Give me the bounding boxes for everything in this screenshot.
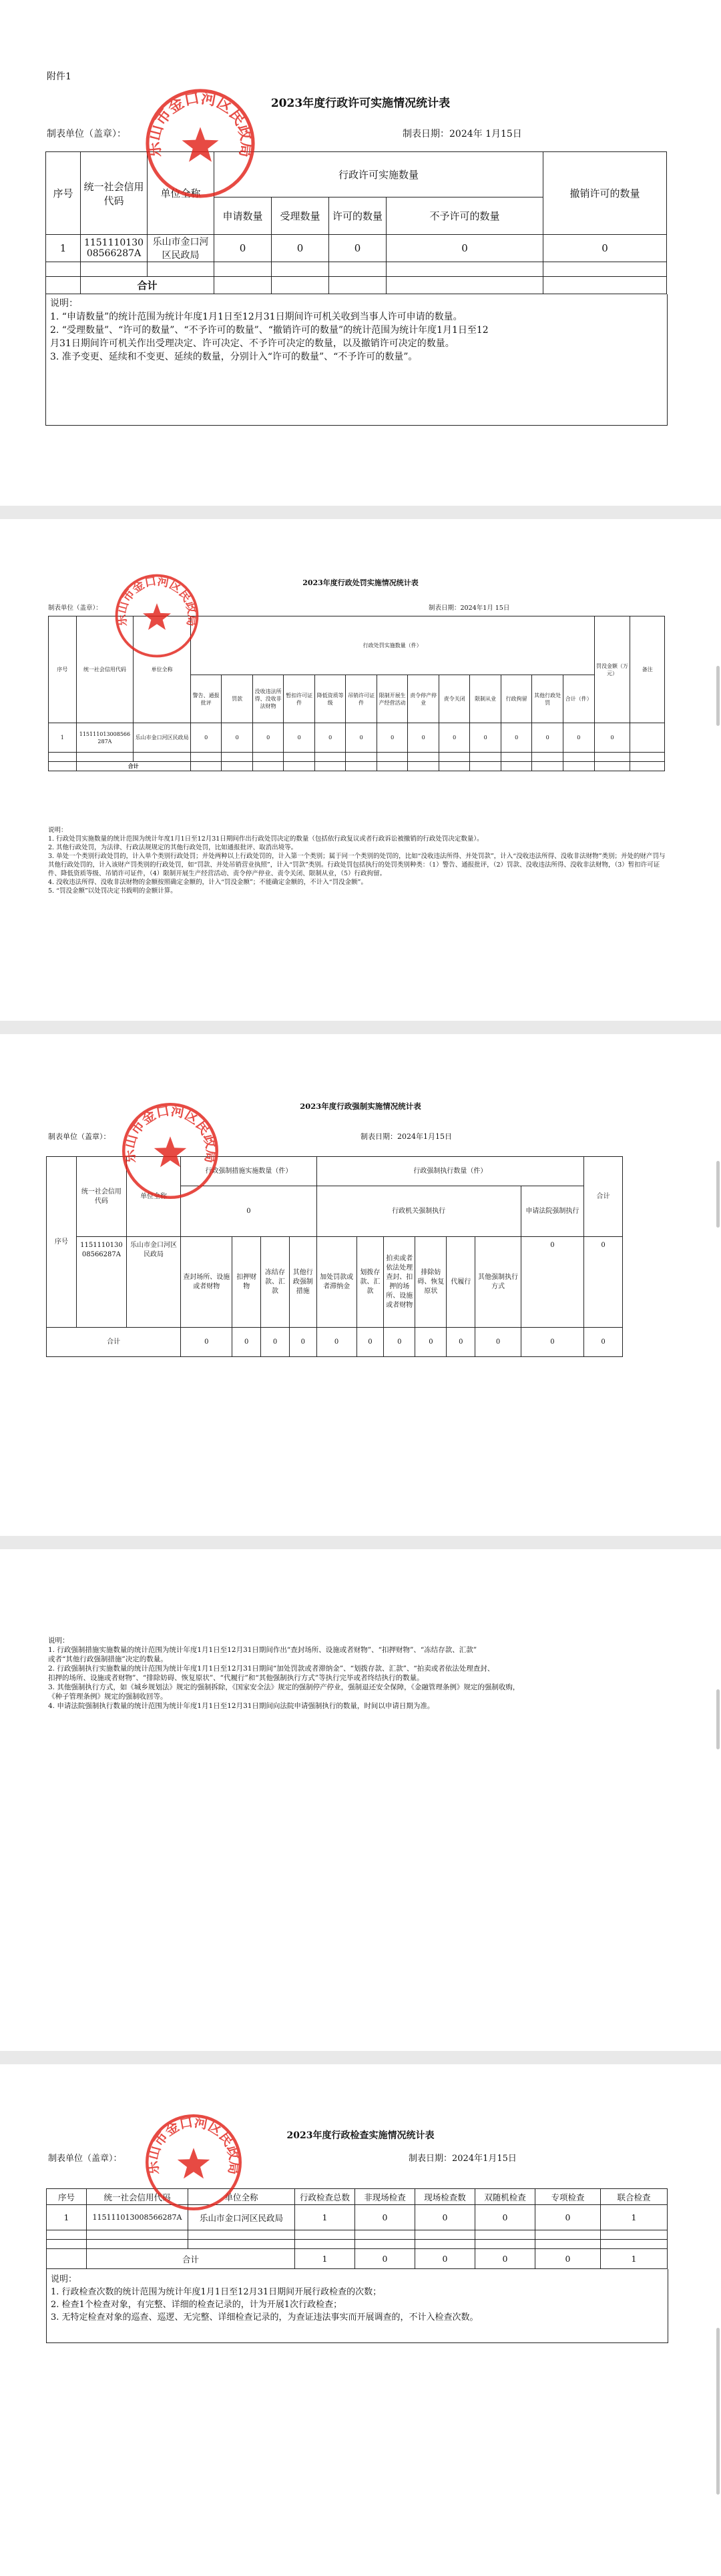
header-court-exec: 申请法院强制执行	[521, 1186, 583, 1237]
row-unit-name: 乐山市金口河区民政局	[188, 2205, 295, 2230]
header-no: 序号	[49, 616, 77, 723]
note-line: 月31日期间许可机关作出受理决定、许可决定、不予许可决定的数量，以及撤销许可决定的数量。	[50, 338, 455, 349]
cell-value: 0	[439, 723, 470, 753]
sum-label: 合计	[47, 1328, 181, 1357]
header-detention: 行政拘留	[501, 675, 532, 723]
cell-value: 0	[289, 1328, 316, 1357]
cell-value: 1	[601, 2249, 668, 2269]
header-exec-count: 行政强制执行数量（件）	[316, 1157, 583, 1186]
row-unit-name: 乐山市金口河区民政局	[134, 723, 191, 753]
header-unit-name: 单位全称	[148, 152, 214, 235]
header-subtotal: 合计（件）	[563, 675, 594, 723]
seal-graphic	[144, 2112, 244, 2212]
row-apply: 0	[214, 235, 272, 262]
note-line: 扣押的场所、设施或者财物”、“排除妨碍、恢复原状”、“代履行”和“其他强制执行方式”等执行完毕或者终结执行的数量。	[48, 1674, 424, 1682]
seal-graphic	[113, 572, 200, 659]
cell-value: 0	[415, 1328, 447, 1357]
header-agency-exec: 行政机关强制执行	[316, 1186, 521, 1237]
row-court: 0	[521, 1237, 583, 1328]
page-title: 2023年度行政强制实施情况统计表	[300, 1102, 421, 1111]
cell-value: 0	[415, 2205, 475, 2230]
cell-value: 0	[190, 723, 222, 753]
header-onsite: 现场检查数	[415, 2189, 475, 2205]
header-substitute-perform: 代履行	[447, 1237, 475, 1328]
header-measure-count: 行政强制措施实施数量（件）	[181, 1157, 316, 1186]
note-line: 3. 无特定检查对象的巡查、巡逻、无完整、详细检查记录的，为查证违法事实而开展调查的，不计入检查次数。	[51, 2312, 479, 2322]
header-limit-production: 限制开展生产经营活动	[377, 675, 408, 723]
note-line: 1. 行政检查次数的统计范围为统计年度1月1日至12月31日期间开展行政检查的次数；	[51, 2287, 382, 2297]
unit-label: 制表单位（盖章）：	[47, 129, 126, 139]
header-other-penalty: 其他行政处罚	[532, 675, 563, 723]
header-remark: 备注	[630, 616, 665, 723]
official-seal-stamp	[144, 87, 257, 200]
official-seal-stamp	[113, 572, 200, 659]
header-remove-obstruction: 排除妨碍、恢复原状	[415, 1237, 447, 1328]
note-line: 2. “受理数量”、“许可的数量”、“不予许可的数量”、“撤销许可的数量”的统计范围为统计年度1月1日至12	[50, 325, 489, 336]
unit-label: 制表单位（盖章）：	[48, 2154, 122, 2164]
cell-value: 0	[475, 2205, 535, 2230]
header-detain-property: 扣押财物	[232, 1237, 261, 1328]
note-line: 1. 行政处罚实施数量的统计范围为统计年度1月1日至12月31日期间作出行政处罚决定的数量（包括依行政复议或者行政诉讼被撤销的行政处罚决定数量）。	[48, 835, 483, 843]
header-joint: 联合检查	[601, 2189, 668, 2205]
notes-box	[45, 294, 668, 426]
note-line: 说明：	[48, 827, 67, 834]
cell-value: 0	[408, 723, 439, 753]
notes	[48, 1636, 672, 1711]
cell-value: 0	[470, 723, 501, 753]
header-seal-site: 查封场所、设施或者财物	[181, 1237, 232, 1328]
notes	[51, 2273, 662, 2324]
cell-value: 0	[261, 1328, 290, 1357]
note-line: 说明：	[50, 298, 78, 309]
row-credit-code: 115111013008566287A	[81, 235, 148, 262]
cell-value: 0	[594, 723, 630, 753]
page-4-enforcement-notes	[0, 1549, 721, 2051]
note-line: 1. 行政强制措施实施数量的统计范围为统计年度1月1日至12月31日期间作出“查封场所、设施或者财物”、“扣押财物”、“冻结存款、汇款”	[48, 1646, 477, 1654]
cell-value: 0	[563, 723, 594, 753]
notes-box	[46, 2269, 668, 2343]
license-table	[45, 151, 667, 294]
header-other-exec: 其他强制执行方式	[475, 1237, 521, 1328]
row-credit-code: 115111013008566287A	[76, 1237, 126, 1328]
cell-value: 0	[521, 1328, 583, 1357]
note-line: 3. 准予变更、延续和不变更、延续的数量，分别计入“许可的数量”、“不予许可的数量”。	[50, 352, 418, 362]
cell-value: 0	[222, 723, 253, 753]
cell-value: 0	[447, 1328, 475, 1357]
note-line: 2. 行政强制执行实施数量的统计范围为统计年度1月1日至12月31日期间“加处罚款或者滞纳金”、“划拨存款、汇款”、“拍卖或者依法处理查封、	[48, 1665, 495, 1673]
row-unit-name: 乐山市金口河区民政局	[126, 1237, 180, 1328]
cell-value: 0	[475, 2249, 535, 2269]
note-line: 4. 没收违法所得、没收非法财物的金额按照确定金额的，计入“罚没金额”；不能确定金额的，不计入“罚没金额”。	[48, 879, 368, 886]
header-other-measure: 其他行政强制措施	[289, 1237, 316, 1328]
official-seal-stamp	[120, 1101, 220, 1201]
cell-value: 0	[181, 1328, 232, 1357]
header-accept: 受理数量	[272, 197, 329, 235]
header-credit-code: 统一社会信用代码	[76, 616, 134, 723]
unit-label: 制表单位（盖章）：	[48, 1132, 111, 1141]
cell-value: 0	[314, 723, 346, 753]
header-credit-code: 统一社会信用代码	[76, 1157, 126, 1237]
svg-text:乐山市金口河区民政局: 乐山市金口河区民政局	[144, 2114, 243, 2176]
cell-value: 0	[584, 1328, 623, 1357]
header-permit: 许可的数量	[329, 197, 387, 235]
header-close: 责令关闭	[439, 675, 470, 723]
cell-value: 0	[501, 723, 532, 753]
header-unit-name: 单位全称	[126, 1157, 180, 1237]
date-label: 制表日期：2024年1月15日	[409, 2154, 517, 2164]
header-apply: 申请数量	[214, 197, 272, 235]
cell-value: 0	[384, 1328, 415, 1357]
row-credit-code: 115111013008566287A	[87, 2205, 188, 2230]
header-deny: 不予许可的数量	[387, 197, 543, 235]
cell-value: 0	[284, 723, 315, 753]
header-special: 专项检查	[535, 2189, 601, 2205]
header-freeze-deposit: 冻结存款、汇款	[261, 1237, 290, 1328]
svg-text:乐山市金口河区民政局: 乐山市金口河区民政局	[121, 1102, 220, 1164]
header-revoke-count: 撤销许可的数量	[543, 152, 667, 235]
page-title: 2023年度行政处罚实施情况统计表	[302, 578, 419, 587]
row-credit-code: 115111013008566287A	[76, 723, 134, 753]
note-line: 说明：	[48, 1637, 69, 1645]
cell-value: 1	[601, 2205, 668, 2230]
date-label: 制表日期：2024年1月15日	[360, 1132, 452, 1141]
total-label: 合计	[76, 762, 190, 771]
date-label: 制表日期：2024年1月 15日	[429, 604, 510, 612]
cell-value: 0	[475, 1328, 521, 1357]
header-no: 序号	[47, 2189, 87, 2205]
notes	[48, 826, 669, 895]
row-permit: 0	[329, 235, 387, 262]
unit-label: 制表单位（盖章）：	[48, 604, 102, 612]
cell-value: 0	[346, 723, 377, 753]
cell-value: 0	[355, 2249, 415, 2269]
attachment-label: 附件1	[47, 71, 71, 82]
seal-graphic	[120, 1101, 220, 1201]
header-lower-qualification: 降低资质等级	[314, 675, 346, 723]
cell-value: 0	[535, 2205, 601, 2230]
scrollbar[interactable]	[716, 666, 720, 726]
header-transfer-deposit: 划拨存款、汇款	[356, 1237, 384, 1328]
header-double-random: 双随机检查	[475, 2189, 535, 2205]
note-line: 或者“其他行政强制措施”决定的数量。	[48, 1655, 168, 1663]
cell-value: 0	[356, 1328, 384, 1357]
header-impl-count: 行政许可实施数量	[214, 152, 543, 197]
date-value: 2024年1月 15日	[460, 604, 510, 612]
header-credit-code: 统一社会信用代码	[81, 152, 148, 235]
header-suspend-license: 暂扣许可证件	[284, 675, 315, 723]
row-no: 1	[49, 723, 77, 753]
header-fine: 罚款	[222, 675, 253, 723]
header-credit-code: 统一社会信用代码	[87, 2189, 188, 2205]
date-value: 2024年1月15日	[452, 2154, 517, 2164]
cell-value: 0	[252, 723, 284, 753]
official-seal-stamp	[144, 2112, 244, 2212]
svg-text:乐山市金口河区民政局: 乐山市金口河区民政局	[115, 574, 199, 627]
date-value: 2024年 1月15日	[449, 129, 522, 139]
cell-value: 0	[232, 1328, 261, 1357]
cell-value: 1	[295, 2205, 355, 2230]
note-line: 3. 单处一个类别行政处罚的，计入单个类别行政处罚；并处两种以上行政处罚的，计入第一个类别；属于同一个类别的处罚的，比如“没收违法所得、并处罚款”，计入“没收违法所得、没收非法财物”类别；并处的财产罚与其他行政处罚的，计入该财产罚类别的行政处罚，如“罚款、并处吊销营业执照”，计入“罚款”类别。行政处罚包括执行的处罚类别种类：（1）警告、通报批评，（2）罚款、没收违法所得、没收非法财物，（3）暂扣许可证件、降低资质等级、吊销许可证件，（4）限制开展生产经营活动、责令停产停业、责令关闭、限制从业，（5）行政拘留。	[48, 853, 666, 877]
total-label: 合计	[87, 2249, 295, 2269]
header-no: 序号	[46, 152, 81, 235]
note-line: 说明：	[51, 2274, 77, 2284]
row-no: 1	[46, 235, 81, 262]
header-revoke-license: 吊销许可证件	[346, 675, 377, 723]
inspection-table	[46, 2188, 668, 2269]
header-limit-practice: 限制从业	[470, 675, 501, 723]
svg-text:乐山市金口河区民政局: 乐山市金口河区民政局	[146, 89, 255, 159]
note-line: 1. “申请数量”的统计范围为统计年度1月1日至12月31日期间许可机关收到当事人许可申请的数量。	[50, 312, 463, 322]
page-title: 2023年度行政检查实施情况统计表	[286, 2130, 435, 2141]
page-2-admin-penalty	[0, 519, 721, 1021]
row-deny: 0	[387, 235, 543, 262]
scrollbar[interactable]	[716, 1689, 720, 1749]
date-value: 2024年1月15日	[397, 1132, 452, 1141]
note-line: 5. “罚没金额”以处罚决定书载明的金额计算。	[48, 887, 177, 895]
header-unit-name: 单位全称	[188, 2189, 295, 2205]
row-accept: 0	[272, 235, 329, 262]
note-line: 2. 其他行政处罚，为法律、行政法规规定的其他行政处罚，比如通报批评、取消出境等。	[48, 844, 298, 851]
cell-value: 0	[535, 2249, 601, 2269]
header-total-inspections: 行政检查总数	[295, 2189, 355, 2205]
date-label: 制表日期：2024年 1月15日	[403, 129, 522, 139]
page-title: 2023年度行政许可实施情况统计表	[270, 97, 451, 110]
header-no: 序号	[47, 1157, 77, 1328]
note-line: 《种子管理条例》规定的强制收回等。	[48, 1693, 168, 1701]
row-unit-name: 乐山市金口河区民政局	[148, 235, 214, 262]
row-no: 1	[47, 2205, 87, 2230]
cell-value: 0	[532, 723, 563, 753]
cell-value: 1	[295, 2249, 355, 2269]
header-unit-name: 单位全称	[134, 616, 191, 723]
seal-graphic	[144, 87, 257, 200]
scrollbar[interactable]	[716, 2328, 720, 2495]
cell-value: 0	[415, 2249, 475, 2269]
note-line: 2. 检查1个检查对象，有完整、详细的检查记录的，计为开展1次行政检查；	[51, 2300, 342, 2310]
row-total: 0	[584, 1237, 623, 1328]
header-warning: 警告、通报批评	[190, 675, 222, 723]
header-auction: 拍卖或者依法处理查封、扣押的场所、设施或者财物	[384, 1237, 415, 1328]
row-revoke: 0	[543, 235, 667, 262]
header-penalty-count: 行政处罚实施数量（件）	[190, 616, 594, 675]
header-suspend-business: 责令停产停业	[408, 675, 439, 723]
cell-value: 0	[316, 1328, 356, 1357]
header-offsite: 非现场检查	[355, 2189, 415, 2205]
header-late-fine: 加处罚款或者滞纳金	[316, 1237, 356, 1328]
page-1-admin-license	[0, 0, 721, 506]
cell-value: 0	[377, 723, 408, 753]
note-line: 3. 其他强制执行方式，如《城乡规划法》规定的强制拆除，《国家安全法》规定的强制停产停业，强制退还安全保障，《金融管理条例》规定的强制收购，	[48, 1683, 520, 1691]
scrollbar[interactable]	[716, 1161, 720, 1228]
notes	[50, 297, 661, 364]
cell-value: 0	[355, 2205, 415, 2230]
total-label: 合计	[81, 277, 214, 294]
header-total: 合计	[584, 1157, 623, 1237]
page-3-admin-enforcement	[0, 1034, 721, 1536]
note-line: 4. 申请法院强制执行数量的统计范围为统计年度1月1日至12月31日期间向法院申请强制执行的数量，时间以申请日期为准。	[48, 1702, 435, 1710]
page-5-admin-inspection	[0, 2064, 721, 2576]
header-fine-amount: 罚没金额（万元）	[594, 616, 630, 723]
header-confiscate: 没收违法所得、没收非法财物	[252, 675, 284, 723]
row-measure: 0	[181, 1186, 316, 1237]
